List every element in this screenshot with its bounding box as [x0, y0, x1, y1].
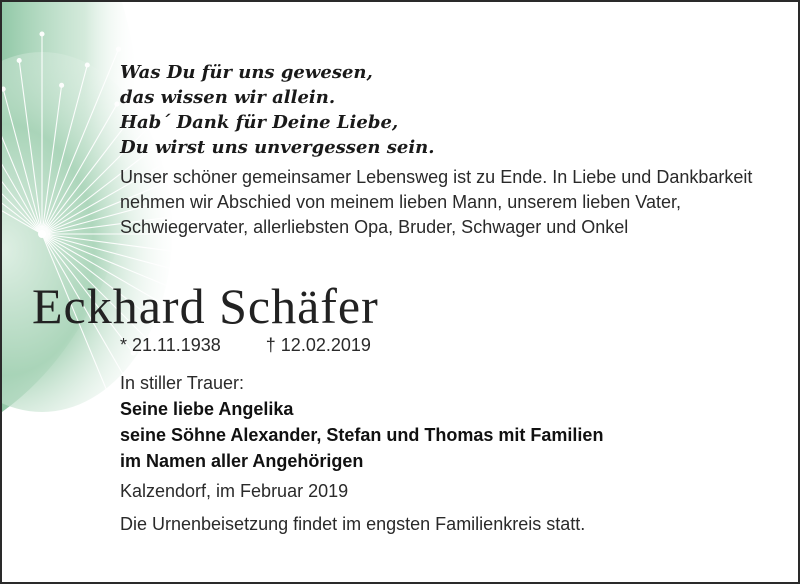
seed-tip — [85, 63, 89, 67]
seed-tip — [2, 87, 5, 91]
mourner-line: im Namen aller Angehörigen — [120, 451, 364, 471]
mourners-block — [120, 370, 603, 474]
seed-tip — [40, 32, 44, 36]
intro-text: Unser schöner gemeinsamer Lebensweg ist zu Ende. In Liebe und Dankbarkeit nehmen wir Abschied von meinem lieben Mann, unserem lieben Vater, Schwiegervater, allerliebsten Opa, Bruder, Schwager und Onkel — [120, 167, 753, 237]
death-date: † 12.02.2019 — [265, 335, 371, 355]
funeral-note: Die Urnenbeisetzung findet im engsten Familienkreis statt. — [120, 514, 586, 534]
seed-tip — [17, 59, 21, 63]
birth-date: * 21.11.1938 — [120, 335, 221, 355]
mourners-label: In stiller Trauer: — [120, 373, 245, 393]
poem-line: das wissen wir allein. — [120, 87, 336, 108]
poem-verse — [120, 60, 435, 160]
poem-line: Du wirst uns unvergessen sein. — [120, 137, 435, 158]
poem-line: Hab´ Dank für Deine Liebe, — [120, 112, 399, 133]
place-date: Kalzendorf, im Februar 2019 — [120, 481, 349, 501]
mourner-line: Seine liebe Angelika — [120, 399, 294, 419]
seed-tip — [60, 83, 64, 87]
deceased-name: Eckhard Schäfer — [32, 278, 379, 334]
life-dates — [120, 333, 371, 357]
seed-tip — [189, 252, 193, 256]
poem-line: Was Du für uns gewesen, — [120, 62, 373, 83]
seed-tip — [115, 102, 119, 106]
mourner-line: seine Söhne Alexander, Stefan und Thomas mit Familien — [120, 425, 604, 445]
seed-tip — [117, 47, 121, 51]
